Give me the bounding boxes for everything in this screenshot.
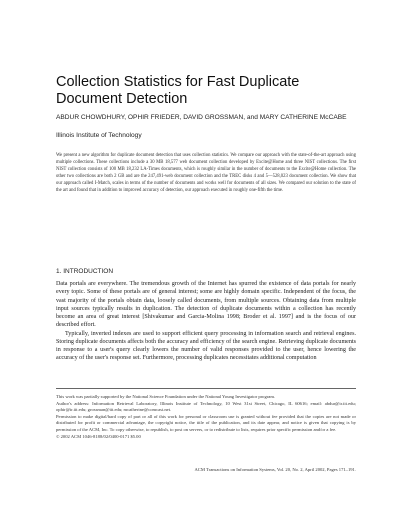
author-list: ABDUR CHOWDHURY, OPHIR FRIEDER, DAVID GROSSMAN, and MARY CATHERINE McCABE xyxy=(56,114,347,121)
section-heading: 1. INTRODUCTION xyxy=(56,268,114,275)
introduction-body xyxy=(56,280,356,363)
abstract: We present a new algorithm for duplicate document detection that uses collection statistics. We compare our approach with the state-of-the-art approach using multiple collections. These collections include a 30 MB 18,577 web document collection developed by Excite@Home and three NIST collections. The first NIST collection consists of 100 MB 18,232 LA-Times documents, which is roughly similar in the number of documents to the Excite@Home collection. The other two collections are both 2 GB and are the 247,491-web document collection and the TREC disks 4 and 5—528,023 document collection. We show that our approach called I-Match, scales in terms of the number of documents and works well for documents of all sizes. We compared our solution to the state of the art and found that in addition to improved accuracy of detection, our approach executed in roughly one-fifth the time. xyxy=(56,153,356,193)
footnote-copyright: © 2002 ACM 1046-8188/02/0400-0171 $5.00 xyxy=(56,433,141,439)
affiliation: Illinois Institute of Technology xyxy=(56,132,142,139)
footnote-divider xyxy=(56,388,356,389)
footnote-address: Author's address: Information Retrieval Laboratory, Illinois Institute of Technology, 10 West 31st Street, Chicago, IL 60616; email: abdur@ir.iit.edu; ophir@ir.iit.edu; grossman@iit.edu; mcatherine@comcast.net. xyxy=(56,400,356,413)
paper-title: Collection Statistics for Fast Duplicate Document Detection xyxy=(56,74,300,107)
intro-paragraph: Typically, inverted indexes are used to support efficient query processing in information search and retrieval engines. Storing duplicate documents affects both the accuracy and efficiency of the search engine. Retrieving duplicate documents in response to a user's query clearly lowers the number of valid responses provided to the user, hence lowering the accuracy of the user's response set. Furthermore, processing duplicates necessitates additional computation xyxy=(56,330,356,362)
footnotes xyxy=(56,394,356,440)
footnote-permission: Permission to make digital/hard copy of part or all of this work for personal or classroom use is granted without fee provided that the copies are not made or distributed for profit or commercial advantage, the copyright notice, the title of the publication, and its date appear, and notice is given that copying is by permission of the ACM, Inc. To copy otherwise, to republish, to post on servers, or to redistribute to lists, requires prior specific permission and/or a fee. xyxy=(56,414,356,432)
footnote-support: This work was partially supported by the National Science Foundation under the National Young Investigator program. xyxy=(56,394,276,399)
journal-footer: ACM Transactions on Information Systems, Vol. 20, No. 2, April 2002, Pages 171–191. xyxy=(194,467,356,472)
intro-paragraph: Data portals are everywhere. The tremendous growth of the Internet has spurred the existence of data portals for nearly every topic. Some of these portals are of general interest; some are highly domain specific. Independent of the focus, the vast majority of the portals obtain data, loosely called documents, from multiple sources. Obtaining data from multiple input sources typically results in duplication. The detection of duplicate documents within a collection has recently become an area of great interest [Shivakumar and Garcia-Molina 1998; Broder et al. 1997] and is the focus of our described effort. xyxy=(56,281,356,329)
